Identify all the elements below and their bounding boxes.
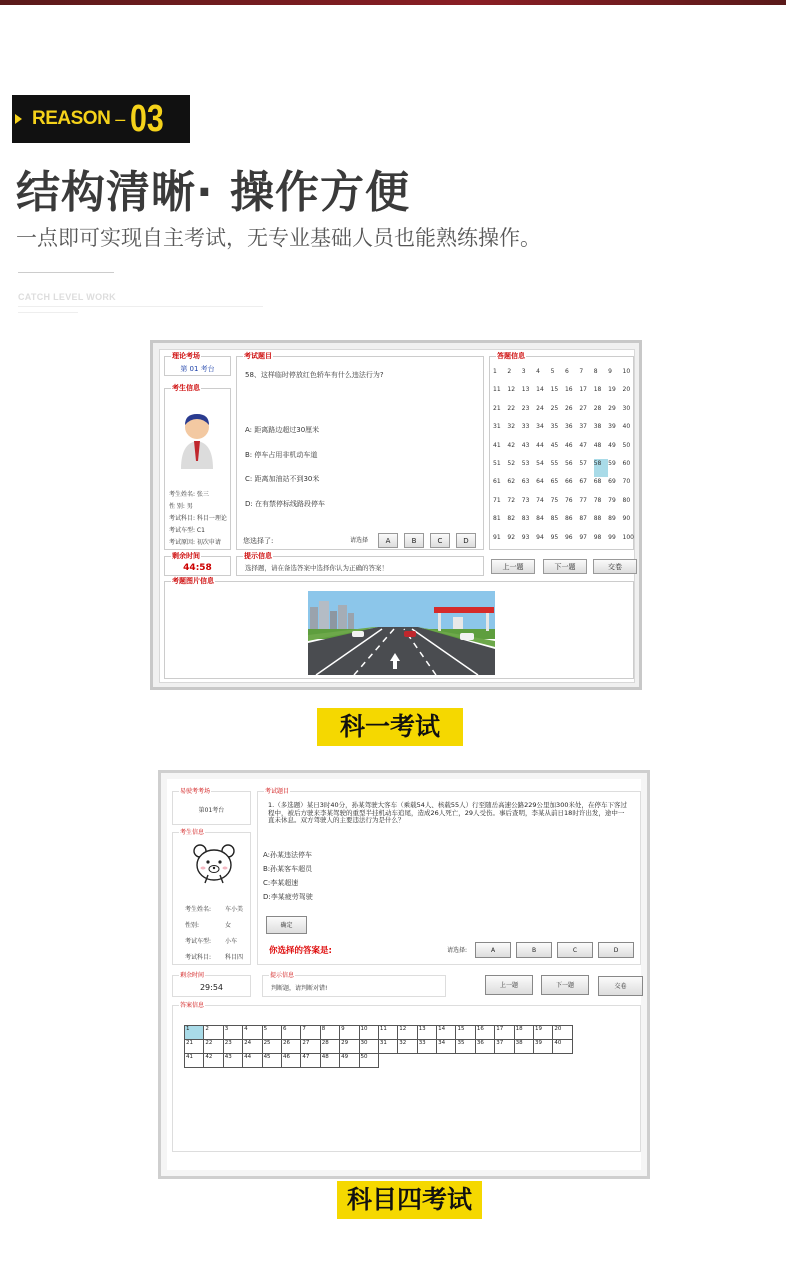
submit-exam-button[interactable]: 交卷	[593, 559, 637, 574]
answer-cell[interactable]: 24	[242, 1039, 262, 1054]
answer-cell[interactable]: 49	[608, 441, 616, 449]
answer-cell[interactable]: 74	[536, 496, 544, 504]
answer-cell[interactable]: 9	[339, 1025, 359, 1040]
exam4-choose-label: 请选择:	[447, 947, 468, 954]
answer-cell[interactable]: 32	[507, 423, 516, 431]
answer-cell[interactable]: 92	[507, 533, 516, 541]
option-a[interactable]: A: 距离路边超过30厘米	[245, 426, 320, 434]
answer-cell[interactable]: 26	[564, 404, 573, 412]
answer-cell[interactable]: 18	[593, 386, 602, 394]
exam1-hint-text: 选择题，请在备选答案中选择你认为正确的答案！	[245, 564, 388, 572]
answer-row	[185, 1040, 573, 1054]
choice-button-b[interactable]: B	[404, 533, 424, 548]
option-b[interactable]: B: 停车占用非机动车道	[245, 451, 318, 459]
top-accent-bar	[0, 0, 786, 5]
answer-cell[interactable]: 20	[622, 386, 631, 394]
answer-cell[interactable]: 24	[536, 404, 544, 412]
choice-button-d[interactable]: D	[456, 533, 476, 548]
badge-word: REASON	[32, 108, 111, 129]
exam4-question-title: 考试题目	[265, 788, 290, 795]
option-c[interactable]: C:李某超速	[263, 879, 299, 887]
answer-row	[185, 1054, 573, 1068]
answer-cell[interactable]: 37	[494, 1039, 514, 1054]
answer-cell[interactable]: 4	[536, 368, 540, 375]
exam1-image-title: 考题图片信息	[172, 577, 214, 585]
answer-cell[interactable]: 52	[507, 459, 516, 467]
choice-button-a[interactable]: A	[475, 942, 511, 958]
answer-cell[interactable]: 36	[564, 423, 573, 431]
candidate-gender: 性 别: 男	[169, 503, 193, 510]
answer-cell[interactable]: 40	[552, 1039, 572, 1054]
exam1-room-title: 理论考场	[172, 352, 200, 360]
candidate-row-value: 女	[225, 922, 232, 929]
candidate-row	[185, 905, 247, 921]
answer-cell[interactable]: 51	[493, 459, 501, 467]
exam4-window	[167, 779, 641, 1170]
exam1-image-panel	[164, 577, 634, 679]
option-c[interactable]: C: 距离加油站不到30米	[245, 475, 320, 483]
answer-cell[interactable]: 46	[281, 1053, 301, 1068]
candidate-row-label: 考生姓名:	[185, 906, 212, 913]
answer-cell[interactable]: 56	[564, 459, 573, 467]
candidate-row	[185, 953, 247, 969]
exam4-question-panel	[257, 788, 641, 965]
candidate-row-value: 科目四	[225, 954, 244, 961]
answer-cell[interactable]: 98	[593, 533, 602, 541]
answer-cell[interactable]: 65	[550, 478, 559, 486]
answer-cell[interactable]: 78	[593, 496, 602, 504]
candidate-row-label: 考试车型:	[185, 938, 212, 945]
answer-cell[interactable]: 47	[579, 441, 587, 449]
exam1-time-title: 剩余时间	[172, 552, 200, 560]
answer-cell[interactable]: 27	[579, 404, 587, 412]
exam1-answer-grid	[493, 367, 637, 551]
prev-question-button[interactable]: 上一题	[485, 975, 533, 995]
choice-button-b[interactable]: B	[516, 942, 552, 958]
answer-cell[interactable]: 9	[608, 368, 612, 375]
submit-exam-button[interactable]: 交卷	[598, 976, 643, 996]
option-b[interactable]: B:孙某客车超员	[263, 865, 313, 873]
catch-underline-short	[18, 312, 78, 313]
answer-cell[interactable]: 68	[593, 478, 602, 486]
answer-cell[interactable]: 12	[397, 1025, 417, 1040]
answer-cell[interactable]: 4	[242, 1025, 262, 1040]
answer-cell[interactable]: 26	[281, 1039, 301, 1054]
answer-cell[interactable]: 30	[359, 1039, 379, 1054]
answer-cell[interactable]: 19	[608, 386, 616, 394]
exam1-room-value: 第 01 考台	[180, 365, 215, 373]
answer-cell[interactable]: 77	[579, 496, 587, 504]
answer-cell[interactable]: 23	[223, 1039, 243, 1054]
answer-cell[interactable]: 14	[436, 1025, 456, 1040]
bear-avatar-icon	[191, 841, 237, 887]
answer-cell[interactable]: 33	[521, 423, 530, 431]
answer-cell[interactable]: 69	[608, 478, 616, 486]
answer-cell[interactable]: 31	[493, 423, 501, 431]
answer-cell[interactable]: 57	[579, 459, 587, 467]
answer-cell[interactable]: 38	[593, 423, 602, 431]
exam1-caption: 科一考试	[317, 708, 463, 746]
answer-cell[interactable]: 46	[564, 441, 573, 449]
answer-cell[interactable]: 83	[521, 515, 530, 523]
answer-cell[interactable]: 30	[622, 404, 631, 412]
exam1-candidate-title: 考生信息	[172, 384, 200, 392]
answer-cell[interactable]: 45	[550, 441, 559, 449]
answer-cell[interactable]: 23	[521, 404, 530, 412]
answer-cell[interactable]: 33	[417, 1039, 437, 1054]
exam4-question-text: 1.（多选题）某日3时40分，孙某驾驶大客车（乘载54人、核载55人）行至随岳高速公路229公里加300米处，在停车下客过程中，被后方驶来李某驾驶的重型半挂机动车追尾，造成26人死亡，29人受伤。事后查明，李某从前日18时许出发，途中一直未休息。双方驾驶人的主要违法行为是什么？	[268, 801, 627, 824]
answer-cell[interactable]: 3	[521, 368, 526, 375]
candidate-row-value: 车小美	[225, 906, 244, 913]
candidate-reason: 考试原因: 初次申请	[169, 539, 221, 546]
answer-cell[interactable]: 20	[552, 1025, 572, 1040]
exam1-candidate-info	[169, 489, 227, 549]
answer-cell[interactable]: 35	[455, 1039, 475, 1054]
answer-cell[interactable]: 70	[622, 478, 631, 486]
answer-cell[interactable]: 2	[507, 368, 512, 375]
answer-cell[interactable]: 2	[203, 1025, 223, 1040]
answer-cell[interactable]: 25	[262, 1039, 282, 1054]
answer-cell[interactable]: 10	[359, 1025, 379, 1040]
page-title: 结构清晰· 操作方便	[16, 167, 411, 218]
exam4-room-title: 易驶考考场	[180, 788, 211, 795]
answer-cell[interactable]: 40	[622, 423, 631, 431]
catch-underline	[18, 306, 263, 307]
answer-cell[interactable]: 75	[550, 496, 559, 504]
answer-cell[interactable]: 16	[564, 386, 573, 394]
exam1-question-text: 58、这样临时停放红色轿车有什么违法行为?	[245, 371, 384, 379]
answer-cell[interactable]: 21	[184, 1039, 204, 1054]
candidate-row-value: 小车	[225, 938, 238, 945]
answer-cell[interactable]: 54	[536, 459, 544, 467]
answer-cell[interactable]: 85	[550, 515, 559, 523]
exam1-window	[159, 349, 635, 683]
exam4-hint-text: 判断题，请判断对错!	[271, 985, 328, 992]
candidate-row	[185, 921, 247, 937]
exam4-hint-panel	[262, 972, 446, 997]
answer-cell[interactable]: 5	[550, 368, 555, 375]
answer-cell[interactable]: 97	[579, 533, 587, 541]
answer-cell[interactable]: 43	[521, 441, 530, 449]
answer-cell[interactable]: 22	[507, 404, 516, 412]
catch-text: CATCH LEVEL WORK	[18, 292, 116, 302]
answer-cell[interactable]: 11	[378, 1025, 398, 1040]
exam1-question-panel	[236, 352, 484, 550]
exam4-candidate-panel	[172, 829, 251, 965]
answer-cell[interactable]: 49	[339, 1053, 359, 1068]
candidate-row-label: 性别:	[185, 922, 200, 929]
answer-cell[interactable]: 12	[507, 386, 516, 394]
answer-cell[interactable]: 90	[622, 515, 631, 523]
answer-cell[interactable]: 7	[579, 368, 584, 375]
answer-cell[interactable]: 79	[608, 496, 616, 504]
answer-cell[interactable]: 34	[536, 423, 544, 431]
answer-cell[interactable]: 34	[436, 1039, 456, 1054]
answer-cell[interactable]: 11	[493, 386, 501, 394]
road-scene-image	[308, 591, 495, 675]
exam1-question-title: 考试题目	[244, 352, 272, 360]
exam1-answer-title: 答题信息	[497, 352, 525, 360]
answer-cell[interactable]: 94	[536, 533, 544, 541]
answer-cell[interactable]: 13	[521, 386, 530, 394]
answer-cell[interactable]: 81	[493, 515, 501, 523]
option-d[interactable]: D:李某疲劳驾驶	[263, 893, 313, 901]
exam4-answer-grid	[185, 1026, 573, 1068]
answer-cell[interactable]: 87	[579, 515, 587, 523]
answer-cell[interactable]: 91	[493, 533, 501, 541]
exam4-timer-panel	[172, 972, 251, 997]
answer-cell[interactable]: 72	[507, 496, 516, 504]
page-subtitle: 一点即可实现自主考试，无专业基础人员也能熟练操作。	[16, 226, 541, 250]
answer-cell[interactable]: 39	[608, 423, 616, 431]
answer-cell[interactable]: 10	[622, 368, 631, 375]
answer-cell[interactable]: 58	[594, 459, 608, 477]
choice-button-d[interactable]: D	[598, 942, 634, 958]
answer-cell[interactable]: 1	[184, 1025, 204, 1040]
exam1-chosen-label: 您选择了:	[243, 537, 274, 545]
answer-cell[interactable]: 27	[300, 1039, 320, 1054]
answer-cell[interactable]: 8	[593, 368, 598, 375]
prev-question-button[interactable]: 上一题	[491, 559, 535, 574]
answer-cell[interactable]: 6	[281, 1025, 301, 1040]
exam4-hint-title: 提示信息	[270, 972, 295, 979]
answer-cell[interactable]: 45	[262, 1053, 282, 1068]
answer-cell[interactable]: 71	[493, 496, 501, 504]
answer-cell[interactable]: 43	[223, 1053, 243, 1068]
next-question-button[interactable]: 下一题	[543, 559, 587, 574]
exam1-answer-panel	[489, 352, 634, 550]
answer-cell[interactable]: 50	[359, 1053, 379, 1068]
answer-cell[interactable]: 48	[320, 1053, 340, 1068]
exam4-answer-title: 答案信息	[180, 1002, 205, 1009]
option-a[interactable]: A:孙某违法停车	[263, 851, 313, 859]
answer-cell[interactable]: 93	[521, 533, 530, 541]
answer-cell[interactable]: 61	[493, 478, 501, 486]
exam1-room-panel	[164, 352, 231, 376]
answer-cell[interactable]: 13	[417, 1025, 437, 1040]
answer-cell[interactable]: 100	[622, 533, 634, 541]
exam1-choose-label: 请选择	[350, 537, 369, 544]
answer-cell[interactable]: 82	[507, 515, 516, 523]
exam1-candidate-panel	[164, 384, 231, 550]
answer-cell[interactable]: 18	[514, 1025, 534, 1040]
answer-cell[interactable]: 19	[533, 1025, 553, 1040]
candidate-subject: 考试科目: 科目一理论	[169, 515, 227, 522]
answer-cell[interactable]: 59	[608, 459, 616, 467]
answer-cell[interactable]: 53	[521, 459, 530, 467]
answer-cell[interactable]: 32	[397, 1039, 417, 1054]
answer-cell[interactable]: 37	[579, 423, 587, 431]
answer-cell[interactable]: 41	[493, 441, 501, 449]
answer-cell[interactable]: 96	[564, 533, 573, 541]
answer-cell[interactable]: 31	[378, 1039, 398, 1054]
answer-cell[interactable]: 22	[203, 1039, 223, 1054]
exam4-time-title: 剩余时间	[180, 972, 205, 979]
candidate-row	[185, 937, 247, 953]
exam4-room-value: 第01考台	[198, 807, 225, 814]
answer-cell[interactable]: 29	[339, 1039, 359, 1054]
answer-cell[interactable]: 25	[550, 404, 559, 412]
exam1-hint-title: 提示信息	[244, 552, 272, 560]
answer-cell[interactable]: 5	[262, 1025, 282, 1040]
candidate-row-label: 考试科目:	[185, 954, 212, 961]
answer-cell[interactable]: 89	[608, 515, 616, 523]
exam4-room-panel	[172, 788, 251, 825]
choice-button-c[interactable]: C	[557, 942, 593, 958]
answer-cell[interactable]: 47	[300, 1053, 320, 1068]
exam1-timer-panel	[164, 552, 231, 576]
answer-cell[interactable]: 42	[203, 1053, 223, 1068]
exam1-screenshot	[150, 340, 642, 690]
answer-cell[interactable]: 76	[564, 496, 573, 504]
option-d[interactable]: D: 在有禁停标线路段停车	[245, 500, 325, 508]
answer-cell[interactable]: 80	[622, 496, 631, 504]
answer-cell[interactable]: 63	[521, 478, 530, 486]
answer-cell[interactable]: 8	[320, 1025, 340, 1040]
answer-cell[interactable]: 62	[507, 478, 516, 486]
answer-cell[interactable]: 44	[242, 1053, 262, 1068]
answer-cell[interactable]: 64	[536, 478, 544, 486]
answer-cell[interactable]: 1	[493, 368, 497, 375]
answer-cell[interactable]: 28	[593, 404, 602, 412]
answer-cell[interactable]: 7	[300, 1025, 320, 1040]
answer-cell[interactable]: 39	[533, 1039, 553, 1054]
answer-cell[interactable]: 17	[579, 386, 587, 394]
answer-cell[interactable]: 28	[320, 1039, 340, 1054]
badge-number: 03	[130, 98, 165, 140]
answer-cell[interactable]: 44	[536, 441, 544, 449]
avatar-icon	[177, 413, 217, 469]
badge-dash: –	[115, 108, 126, 129]
candidate-vehicle: 考试车型: C1	[169, 527, 205, 534]
exam1-time-value: 44:58	[183, 563, 212, 573]
answer-cell[interactable]: 50	[622, 441, 631, 449]
answer-cell[interactable]: 67	[579, 478, 587, 486]
divider	[18, 272, 114, 273]
exam4-screenshot	[158, 770, 650, 1179]
answer-cell[interactable]: 15	[455, 1025, 475, 1040]
answer-cell[interactable]: 29	[608, 404, 616, 412]
answer-cell[interactable]: 17	[494, 1025, 514, 1040]
answer-cell[interactable]: 99	[608, 533, 616, 541]
answer-cell[interactable]: 36	[475, 1039, 495, 1054]
candidate-name: 考生姓名: 张三	[169, 491, 209, 498]
confirm-button[interactable]: 确定	[266, 916, 307, 934]
answer-cell[interactable]: 3	[223, 1025, 243, 1040]
exam4-time-value: 29:54	[199, 983, 224, 992]
answer-cell[interactable]: 95	[550, 533, 559, 541]
answer-cell[interactable]: 41	[184, 1053, 204, 1068]
answer-cell[interactable]: 88	[593, 515, 602, 523]
choice-button-c[interactable]: C	[430, 533, 450, 548]
your-answer-label: 你选择的答案是:	[269, 946, 332, 956]
answer-row	[185, 1026, 573, 1040]
answer-cell[interactable]: 14	[536, 386, 544, 394]
answer-cell[interactable]: 48	[593, 441, 602, 449]
next-question-button[interactable]: 下一题	[541, 975, 589, 995]
answer-cell[interactable]: 55	[550, 459, 559, 467]
choice-button-a[interactable]: A	[378, 533, 398, 548]
answer-cell[interactable]: 84	[536, 515, 544, 523]
answer-cell[interactable]: 6	[564, 368, 569, 375]
answer-cell[interactable]: 73	[521, 496, 530, 504]
answer-cell[interactable]: 15	[550, 386, 559, 394]
answer-cell[interactable]: 66	[564, 478, 573, 486]
answer-cell[interactable]: 42	[507, 441, 516, 449]
answer-cell[interactable]: 38	[514, 1039, 534, 1054]
exam4-candidate-title: 考生信息	[180, 829, 205, 836]
answer-cell[interactable]: 60	[622, 459, 631, 467]
triangle-icon	[15, 114, 22, 124]
answer-cell[interactable]: 35	[550, 423, 559, 431]
answer-cell[interactable]: 86	[564, 515, 573, 523]
reason-badge	[12, 95, 190, 143]
exam4-candidate-info	[185, 905, 247, 969]
exam4-caption: 科目四考试	[337, 1181, 482, 1219]
answer-cell[interactable]: 16	[475, 1025, 495, 1040]
answer-cell[interactable]: 21	[493, 404, 501, 412]
exam1-hint-panel	[236, 552, 484, 576]
